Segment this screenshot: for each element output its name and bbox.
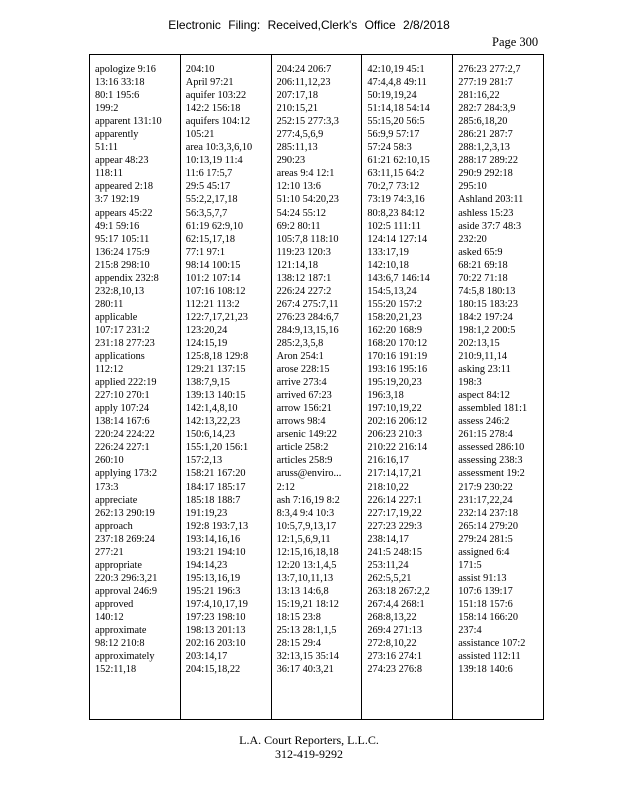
index-entry-line: 107:16 108:12 — [185, 285, 246, 297]
index-entry-line: 267:4 275:7,11 — [276, 298, 339, 310]
index-entry-line: 237:4 — [458, 625, 482, 637]
index-entry-line: 61:21 62:10,15 — [367, 155, 430, 167]
index-entry-line: 220:24 224:22 — [95, 429, 155, 441]
index-entry-line: 142:10,18 — [367, 259, 409, 271]
index-entry-line: 269:4 271:13 — [367, 625, 423, 637]
index-entry-line: 193:21 194:10 — [185, 546, 246, 558]
index-entry-line: 197:10,19,22 — [367, 403, 422, 415]
index-entry-line: 15:19,21 18:12 — [276, 598, 339, 610]
index-entry-line: apply 107:24 — [95, 403, 150, 415]
index-entry-line: ashless 15:23 — [458, 207, 514, 219]
index-entry-line: 288:1,2,3,13 — [458, 142, 510, 154]
index-entry-line: 73:19 74:3,16 — [367, 194, 425, 206]
index-entry-line: 196:3,18 — [367, 390, 404, 402]
index-entry-line: Aron 254:1 — [276, 351, 324, 363]
index-entry-line: 101:2 107:14 — [185, 272, 241, 284]
index-entry-line: 263:18 267:2,2 — [367, 585, 430, 597]
index-entry-line: 80:1 195:6 — [95, 90, 140, 102]
index-entry-line: 217:14,17,21 — [367, 468, 422, 480]
index-entry-line: 155:1,20 156:1 — [185, 442, 249, 454]
index-entry-line: 273:16 274:1 — [367, 651, 423, 663]
index-entry-line: 10:13,19 11:4 — [185, 155, 243, 167]
index-entry-line: 267:4,4 268:1 — [367, 598, 425, 610]
index-entry-line: 158:21 167:20 — [185, 468, 246, 480]
index-entry-line: 168:20 170:12 — [367, 337, 428, 349]
index-entry-line: 261:15 278:4 — [458, 429, 513, 441]
index-entry-line: areas 9:4 12:1 — [276, 168, 335, 180]
index-entry-line: 193:14,16,16 — [185, 533, 241, 545]
index-entry-line: 285:2,3,5,8 — [276, 337, 324, 349]
index-entry-line: 47:4,4,8 49:11 — [367, 77, 427, 89]
index-entry-line: 12:10 13:6 — [276, 181, 321, 193]
index-entry-line: 142:2 156:18 — [185, 103, 241, 115]
index-entry-line: 231:18 277:23 — [95, 337, 155, 349]
index-entry-line: 56:9,9 57:17 — [367, 129, 420, 141]
index-entry-line: 210:22 216:14 — [367, 442, 428, 454]
index-entry-line: 138:7,9,15 — [185, 377, 230, 389]
index-entry-line: 70:2,7 73:12 — [367, 181, 420, 193]
index-entry-line: 241:5 248:15 — [367, 546, 423, 558]
index-entry-line: 152:11,18 — [95, 664, 137, 676]
index-entry-line: appreciate — [95, 494, 138, 506]
index-entry-line: 119:23 120:3 — [276, 246, 331, 258]
index-entry-line: arrived 67:23 — [276, 390, 332, 402]
index-entry-line: 136:24 175:9 — [95, 246, 150, 258]
index-column-1 — [90, 55, 180, 719]
index-column-5 — [452, 55, 543, 719]
index-entry-line: arrows 98:4 — [276, 416, 326, 428]
index-entry-line: aside 37:7 48:3 — [458, 220, 522, 232]
index-entry-line: approach — [95, 520, 133, 532]
index-entry-line: applied 222:19 — [95, 377, 157, 389]
index-entry-line: 95:17 105:11 — [95, 233, 150, 245]
index-entry-line: 277:19 281:7 — [458, 77, 513, 89]
index-entry-line: applications — [95, 351, 145, 363]
index-entry-line: 195:13,16,19 — [185, 572, 241, 584]
index-entry-line: 62:15,17,18 — [185, 233, 235, 245]
index-entry-line: 55:2,2,17,18 — [185, 194, 238, 206]
index-entry-line: 216:16,17 — [367, 455, 409, 467]
index-entry-line: 98:14 100:15 — [185, 259, 241, 271]
index-entry-line: 226:14 227:1 — [367, 494, 423, 506]
index-entry-line: 77:1 97:1 — [185, 246, 225, 258]
footer-company: L.A. Court Reporters, L.L.C. — [239, 733, 379, 747]
index-entry-line: applicable — [95, 311, 138, 323]
index-entry-line: 199:2 — [95, 103, 119, 115]
index-entry-line: 122:7,17,21,23 — [185, 311, 248, 323]
index-entry-line: 105:21 — [185, 129, 215, 141]
index-entry-line: 207:17,18 — [276, 90, 319, 102]
index-entry-line: assisted 112:11 — [458, 651, 521, 663]
index-entry-line: 124:14 127:14 — [367, 233, 428, 245]
index-entry-line: 80:8,23 84:12 — [367, 207, 425, 219]
index-entry-line: 232:8,10,13 — [95, 285, 145, 297]
index-entry-line: 277:21 — [95, 546, 124, 558]
index-entry-line: 123:20,24 — [185, 324, 228, 336]
index-entry-line: 215:8 298:10 — [95, 259, 150, 271]
index-entry-line: 184:2 197:24 — [458, 311, 513, 323]
index-column-4 — [361, 55, 452, 719]
index-entry-line: 227:10 270:1 — [95, 390, 150, 402]
index-entry-line: 282:7 284:3,9 — [458, 103, 516, 115]
index-entry-line: 227:17,19,22 — [367, 507, 422, 519]
index-entry-line: 217:9 230:22 — [458, 481, 513, 493]
index-entry-line: 124:15,19 — [185, 337, 228, 349]
index-entry-line: 231:17,22,24 — [458, 494, 513, 506]
index-entry-line: arrive 273:4 — [276, 377, 327, 389]
index-entry-line: 102:5 111:11 — [367, 220, 421, 232]
index-entry-line: 10:5,7,9,13,17 — [276, 520, 337, 532]
index-entry-line: applying 173:2 — [95, 468, 158, 480]
index-entry-line: 139:18 140:6 — [458, 664, 513, 676]
index-entry-line: 55:15,20 56:5 — [367, 116, 425, 128]
index-entry-line: 63:11,15 64:2 — [367, 168, 425, 180]
index-entry-line: 13:7,10,11,13 — [276, 572, 334, 584]
index-entry-line: 198:13 201:13 — [185, 625, 246, 637]
index-entry-line: appeared 2:18 — [95, 181, 154, 193]
index-entry-line: appendix 232:8 — [95, 272, 159, 284]
index-entry-line: 13:16 33:18 — [95, 77, 145, 89]
index-entry-line: 193:16 195:16 — [367, 364, 428, 376]
filing-header: Electronic Filing: Received,Clerk's Office 2/8/2018 — [168, 18, 450, 32]
index-entry-line: 252:15 277:3,3 — [276, 116, 339, 128]
index-entry-line: 69:2 80:11 — [276, 220, 321, 232]
index-entry-line: approved — [95, 598, 134, 610]
index-entry-line: 56:3,5,7,7 — [185, 207, 228, 219]
index-entry-line: approximately — [95, 651, 155, 663]
index-entry-line: assembled 181:1 — [458, 403, 528, 415]
index-entry-line: 276:23 284:6,7 — [276, 311, 339, 323]
index-entry-line: 158:14 166:20 — [458, 611, 518, 623]
index-entry-line: 154:5,13,24 — [367, 285, 417, 297]
index-entry-line: 107:17 231:2 — [95, 324, 150, 336]
index-entry-line: 25:13 28:1,1,5 — [276, 625, 337, 637]
index-entry-line: 13:13 14:6,8 — [276, 585, 329, 597]
index-entry-line: 42:10,19 45:1 — [367, 64, 425, 75]
index-entry-line: 260:10 — [95, 455, 124, 467]
index-entry-line: 285:6,18,20 — [458, 116, 508, 128]
index-entry-line: appear 48:23 — [95, 155, 149, 167]
index-column-3 — [271, 55, 362, 719]
index-entry-line: 210:15,21 — [276, 103, 319, 115]
index-entry-line: assessed 286:10 — [458, 442, 525, 454]
index-entry-line: 202:16 206:12 — [367, 416, 428, 428]
index-entry-line: 290:23 — [276, 155, 306, 167]
index-entry-line: 138:12 187:1 — [276, 272, 332, 284]
index-entry-line: 238:14,17 — [367, 533, 409, 545]
index-entry-line: assess 246:2 — [458, 416, 510, 428]
index-entry-line: 220:3 296:3,21 — [95, 572, 158, 584]
index-entry-line: 206:11,12,23 — [276, 77, 331, 89]
index-entry-line: 198:3 — [458, 377, 482, 389]
index-entry-line: 143:6,7 146:14 — [367, 272, 430, 284]
index-entry-line: 3:7 192:19 — [95, 194, 140, 206]
index-entry-line: 226:24 227:1 — [95, 442, 150, 454]
index-entry-line: 129:21 137:15 — [185, 364, 246, 376]
index-entry-line: 158:20,21,23 — [367, 311, 422, 323]
index-entry-line: 268:8,13,22 — [367, 611, 417, 623]
index-entry-line: 112:12 — [95, 364, 124, 376]
index-entry-line: arose 228:15 — [276, 364, 330, 376]
index-entry-line: 32:13,15 35:14 — [276, 651, 339, 663]
index-entry-line: 202:16 203:10 — [185, 638, 246, 650]
index-column-2 — [180, 55, 271, 719]
index-entry-line: assessing 238:3 — [458, 455, 523, 467]
index-entry-line: approval 246:9 — [95, 585, 158, 597]
index-entry-line: 204:10 — [185, 64, 215, 75]
index-entry-line: 57:24 58:3 — [367, 142, 412, 154]
index-entry-line: 49:1 59:16 — [95, 220, 140, 232]
index-entry-line: 286:21 287:7 — [458, 129, 513, 141]
index-entry-line: aquifer 103:22 — [185, 90, 247, 102]
index-entry-line: 8:3,4 9:4 10:3 — [276, 507, 335, 519]
index-entry-line: assistance 107:2 — [458, 638, 526, 650]
index-entry-line: 195:21 196:3 — [185, 585, 241, 597]
index-entry-line: aruss@enviro... — [276, 468, 342, 480]
index-entry-line: 36:17 40:3,21 — [276, 664, 334, 676]
index-entry-line: 112:21 113:2 — [185, 298, 240, 310]
index-entry-line: 74:5,8 180:13 — [458, 285, 516, 297]
index-entry-line: 171:5 — [458, 559, 482, 571]
index-entry-line: 133:17,19 — [367, 246, 409, 258]
index-entry-line: apparent 131:10 — [95, 116, 162, 128]
index-entry-line: 262:5,5,21 — [367, 572, 412, 584]
index-entry-line: 284:9,13,15,16 — [276, 324, 339, 336]
index-entry-line: April 97:21 — [185, 77, 234, 89]
index-entry-line: 288:17 289:22 — [458, 155, 518, 167]
index-entry-line: 285:11,13 — [276, 142, 318, 154]
index-entry-line: asking 23:11 — [458, 364, 511, 376]
index-entry-line: 142:13,22,23 — [185, 416, 241, 428]
index-entry-line: 105:7,8 118:10 — [276, 233, 339, 245]
index-entry-line: apparently — [95, 129, 139, 141]
index-entry-line: article 258:2 — [276, 442, 329, 454]
index-entry-line: 50:19,19,24 — [367, 90, 417, 102]
index-entry-line: 192:8 193:7,13 — [185, 520, 249, 532]
index-entry-line: 281:16,22 — [458, 90, 500, 102]
index-entry-line: 279:24 281:5 — [458, 533, 513, 545]
index-entry-line: 118:11 — [95, 168, 123, 180]
index-entry-line: area 10:3,3,6,10 — [185, 142, 253, 154]
index-entry-line: 121:14,18 — [276, 259, 319, 271]
index-entry-line: 51:10 54:20,23 — [276, 194, 339, 206]
index-entry-line: 162:20 168:9 — [367, 324, 423, 336]
index-entry-line: 51:14,18 54:14 — [367, 103, 430, 115]
index-entry-line: 185:18 188:7 — [185, 494, 241, 506]
index-entry-line: 125:8,18 129:8 — [185, 351, 249, 363]
index-entry-line: 198:1,2 200:5 — [458, 324, 516, 336]
index-entry-line: 173:3 — [95, 481, 119, 493]
index-entry-line: 54:24 55:12 — [276, 207, 327, 219]
index-entry-line: 227:23 229:3 — [367, 520, 423, 532]
footer-phone: 312-419-9292 — [275, 747, 343, 761]
index-entry-line: 2:12 — [276, 481, 295, 493]
index-entry-line: ash 7:16,19 8:2 — [276, 494, 340, 506]
index-entry-line: articles 258:9 — [276, 455, 333, 467]
index-entry-line: arsenic 149:22 — [276, 429, 337, 441]
index-entry-line: 274:23 276:8 — [367, 664, 423, 676]
index-entry-line: assist 91:13 — [458, 572, 507, 584]
index-entry-line: 195:19,20,23 — [367, 377, 422, 389]
index-entry-line: 107:6 139:17 — [458, 585, 513, 597]
index-entry-line: 142:1,4,8,10 — [185, 403, 238, 415]
index-entry-line: 68:21 69:18 — [458, 259, 508, 271]
index-entry-line: 218:10,22 — [367, 481, 409, 493]
index-entry-line: approximate — [95, 625, 147, 637]
index-entry-line: 138:14 167:6 — [95, 416, 150, 428]
index-entry-line: 232:20 — [458, 233, 487, 245]
index-entry-line: 150:6,14,23 — [185, 429, 235, 441]
index-entry-line: 12:1,5,6,9,11 — [276, 533, 331, 545]
index-entry-line: 197:4,10,17,19 — [185, 598, 248, 610]
index-entry-line: 61:19 62:9,10 — [185, 220, 244, 232]
index-entry-line: arrow 156:21 — [276, 403, 332, 415]
index-entry-line: appears 45:22 — [95, 207, 153, 219]
index-entry-line: 237:18 269:24 — [95, 533, 155, 545]
index-entry-line: 295:10 — [458, 181, 487, 193]
index-entry-line: 140:12 — [95, 611, 124, 623]
index-entry-line: 29:5 45:17 — [185, 181, 231, 193]
index-entry-line: aspect 84:12 — [458, 390, 510, 402]
index-entry-line: asked 65:9 — [458, 246, 503, 258]
index-entry-line: 277:4,5,6,9 — [276, 129, 324, 141]
index-entry-line: 265:14 279:20 — [458, 520, 518, 532]
page-number: Page 300 — [492, 35, 539, 49]
index-entry-line: 51:11 — [95, 142, 119, 154]
index-entry-line: 276:23 277:2,7 — [458, 64, 521, 75]
index-entry-line: 151:18 157:6 — [458, 598, 513, 610]
index-entry-line: appropriate — [95, 559, 142, 571]
index-entry-line: 11:6 17:5,7 — [185, 168, 233, 180]
index-entry-line: 226:24 227:2 — [276, 285, 332, 297]
index-entry-line: assigned 6:4 — [458, 546, 510, 558]
index-entry-line: 204:24 206:7 — [276, 64, 332, 75]
index-table — [89, 54, 544, 720]
index-entry-line: 70:22 71:18 — [458, 272, 508, 284]
index-entry-line: 139:13 140:15 — [185, 390, 246, 402]
index-entry-line: 194:14,23 — [185, 559, 228, 571]
index-entry-line: 203:14,17 — [185, 651, 228, 663]
index-entry-line: 272:8,10,22 — [367, 638, 417, 650]
index-entry-line: 204:15,18,22 — [185, 664, 241, 676]
index-entry-line: 28:15 29:4 — [276, 638, 321, 650]
index-entry-line: 157:2,13 — [185, 455, 223, 467]
index-entry-line: 12:20 13:1,4,5 — [276, 559, 337, 571]
index-entry-line: 18:15 23:8 — [276, 611, 321, 623]
index-entry-line: 253:11,24 — [367, 559, 409, 571]
index-entry-line: 290:9 292:18 — [458, 168, 513, 180]
index-entry-line: 262:13 290:19 — [95, 507, 155, 519]
index-entry-line: 210:9,11,14 — [458, 351, 508, 363]
index-entry-line: 155:20 157:2 — [367, 298, 423, 310]
index-entry-line: apologize 9:16 — [95, 64, 156, 75]
index-entry-line: Ashland 203:11 — [458, 194, 524, 206]
index-entry-line: 180:15 183:23 — [458, 298, 518, 310]
index-entry-line: 206:23 210:3 — [367, 429, 423, 441]
index-entry-line: 202:13,15 — [458, 337, 500, 349]
index-entry-line: 98:12 210:8 — [95, 638, 145, 650]
index-entry-line: assessment 19:2 — [458, 468, 525, 480]
index-entry-line: 170:16 191:19 — [367, 351, 428, 363]
index-entry-line: 197:23 198:10 — [185, 611, 246, 623]
index-entry-line: 12:15,16,18,18 — [276, 546, 339, 558]
index-entry-line: 184:17 185:17 — [185, 481, 246, 493]
index-entry-line: 191:19,23 — [185, 507, 228, 519]
index-entry-line: 232:14 237:18 — [458, 507, 518, 519]
index-entry-line: aquifers 104:12 — [185, 116, 251, 128]
index-entry-line: 280:11 — [95, 298, 124, 310]
